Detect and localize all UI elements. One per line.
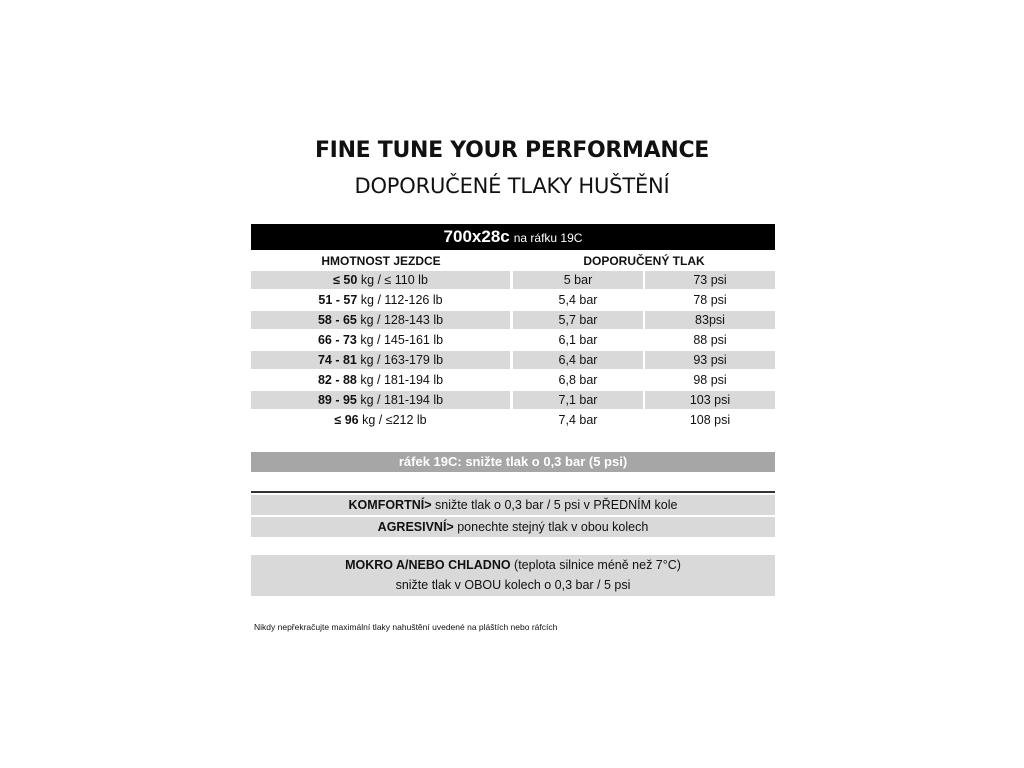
bar-cell: 6,8 bar	[558, 373, 598, 387]
weight-cell: ≤ 50 kg / ≤ 110 lb	[251, 271, 510, 289]
psi-cell: 73 psi	[645, 271, 775, 289]
weight-cell: ≤ 96 kg / ≤212 lb	[334, 413, 427, 427]
psi-cell: 98 psi	[693, 373, 727, 387]
psi-cell: 83psi	[645, 311, 775, 329]
aggressive-mode: AGRESIVNÍ> ponechte stejný tlak v obou kolech	[251, 517, 775, 537]
tire-size: 700x28c	[443, 227, 510, 246]
table-row	[251, 371, 775, 389]
psi-cell: 108 psi	[689, 413, 731, 427]
column-header-pressure: DOPORUČENÝ TLAK	[583, 254, 705, 268]
page-subtitle: DOPORUČENÉ TLAKY HUŠTĚNÍ	[354, 174, 670, 198]
bar-cell: 7,1 bar	[513, 391, 643, 409]
comfort-mode: KOMFORTNÍ> snižte tlak o 0,3 bar / 5 psi v PŘEDNÍM kole	[251, 495, 775, 515]
wet-conditions-line2: snižte tlak v OBOU kolech o 0,3 bar / 5 psi	[395, 578, 631, 592]
table-row	[251, 391, 775, 409]
bar-cell: 5 bar	[513, 271, 643, 289]
weight-cell: 58 - 65 kg / 128-143 lb	[251, 311, 510, 329]
bar-cell: 5,4 bar	[558, 293, 598, 307]
bar-cell: 5,7 bar	[513, 311, 643, 329]
column-header-weight: HMOTNOST JEZDCE	[321, 254, 441, 268]
table-row	[251, 411, 775, 429]
weight-cell: 89 - 95 kg / 181-194 lb	[251, 391, 510, 409]
psi-cell: 103 psi	[645, 391, 775, 409]
psi-cell: 93 psi	[645, 351, 775, 369]
column-headers	[251, 252, 775, 270]
table-row	[251, 291, 775, 309]
wet-conditions-line1: MOKRO A/NEBO CHLADNO (teplota silnice méně než 7°C)	[345, 558, 681, 572]
bar-cell: 7,4 bar	[558, 413, 598, 427]
weight-cell: 74 - 81 kg / 163-179 lb	[251, 351, 510, 369]
psi-cell: 78 psi	[693, 293, 727, 307]
table-row	[251, 331, 775, 349]
table-header-bar	[251, 224, 775, 250]
rim-label: na ráfku 19C	[513, 231, 583, 245]
pressure-table	[251, 271, 775, 431]
table-row	[251, 351, 775, 369]
table-row	[251, 311, 775, 329]
weight-cell: 51 - 57 kg / 112-126 lb	[318, 293, 443, 307]
riding-modes	[251, 491, 775, 537]
bar-cell: 6,4 bar	[513, 351, 643, 369]
footnote: Nikdy nepřekračujte maximální tlaky nahuštění uvedené na pláštích nebo ráfcích	[254, 622, 558, 632]
weight-cell: 82 - 88 kg / 181-194 lb	[317, 373, 444, 387]
table-row	[251, 271, 775, 289]
rim-note-bar: ráfek 19C: snižte tlak o 0,3 bar (5 psi)	[251, 452, 775, 472]
bar-cell: 6,1 bar	[558, 333, 598, 347]
psi-cell: 88 psi	[693, 333, 727, 347]
page-title: FINE TUNE YOUR PERFORMANCE	[314, 138, 710, 163]
wet-conditions-box	[251, 555, 775, 596]
weight-cell: 66 - 73 kg / 145-161 lb	[317, 333, 444, 347]
